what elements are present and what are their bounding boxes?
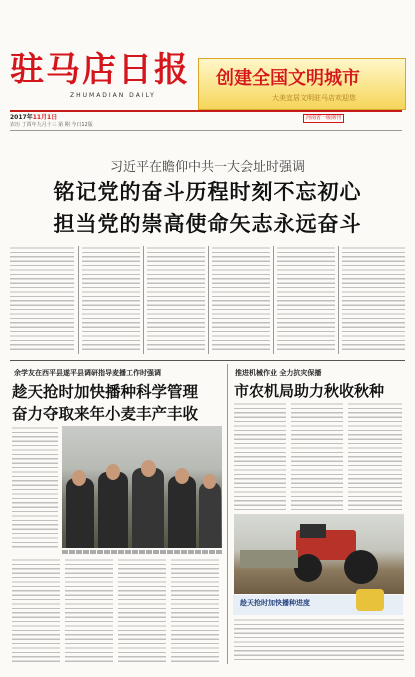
leaders-inspection-photo bbox=[62, 426, 222, 548]
left-story-text-column bbox=[12, 426, 58, 550]
promo-logo-icon bbox=[356, 589, 384, 611]
left-story-headline-2: 奋力夺取来年小麦丰产丰收 bbox=[12, 404, 199, 423]
column-rule bbox=[227, 364, 228, 664]
masthead-english: ZHUMADIAN DAILY bbox=[70, 92, 156, 99]
ad-banner-title: 创建全国文明城市 bbox=[216, 68, 360, 89]
lead-story-headline-1: 铭记党的奋斗历程时刻不忘初心 bbox=[53, 179, 362, 204]
lead-story-body bbox=[10, 246, 405, 354]
left-story-kicker: 余学友在西平县遂平县调研指导麦播工作时强调 bbox=[14, 369, 161, 377]
issue-meta: 农历 丁酉年九月十三 第 期 今日12版 bbox=[10, 122, 93, 128]
right-story-text bbox=[234, 402, 404, 512]
right-story-kicker: 推进机械作业 全力抗灾保播 bbox=[235, 369, 322, 377]
issue-date: 2017年11月1日 bbox=[10, 114, 58, 121]
issue-info-bar bbox=[10, 110, 402, 131]
left-story-headline-1: 趁天抢时加快播种科学管理 bbox=[12, 382, 199, 401]
issue-tag: 河南省一级期刊 bbox=[303, 114, 344, 123]
lead-story-subtitle: 习近平在瞻仰中共一大会址时强调 bbox=[109, 160, 305, 175]
section-rule bbox=[10, 360, 405, 361]
right-story-headline: 市农机局助力秋收秋种 bbox=[234, 382, 385, 400]
photo-caption-line bbox=[62, 550, 222, 554]
newspaper-masthead: 驻马店日报 bbox=[10, 50, 190, 90]
photo-caption-title: 趁天抢时加快播种进度 bbox=[240, 599, 310, 607]
ad-banner-subtitle: 大美宜居文明驻马店欢迎您 bbox=[272, 94, 356, 102]
right-story-bottom-text bbox=[234, 618, 404, 662]
lead-story-headline-2: 担当党的崇高使命矢志永远奋斗 bbox=[53, 211, 362, 236]
left-story-lower-text bbox=[12, 558, 222, 662]
tractor-sowing-photo bbox=[234, 514, 404, 594]
